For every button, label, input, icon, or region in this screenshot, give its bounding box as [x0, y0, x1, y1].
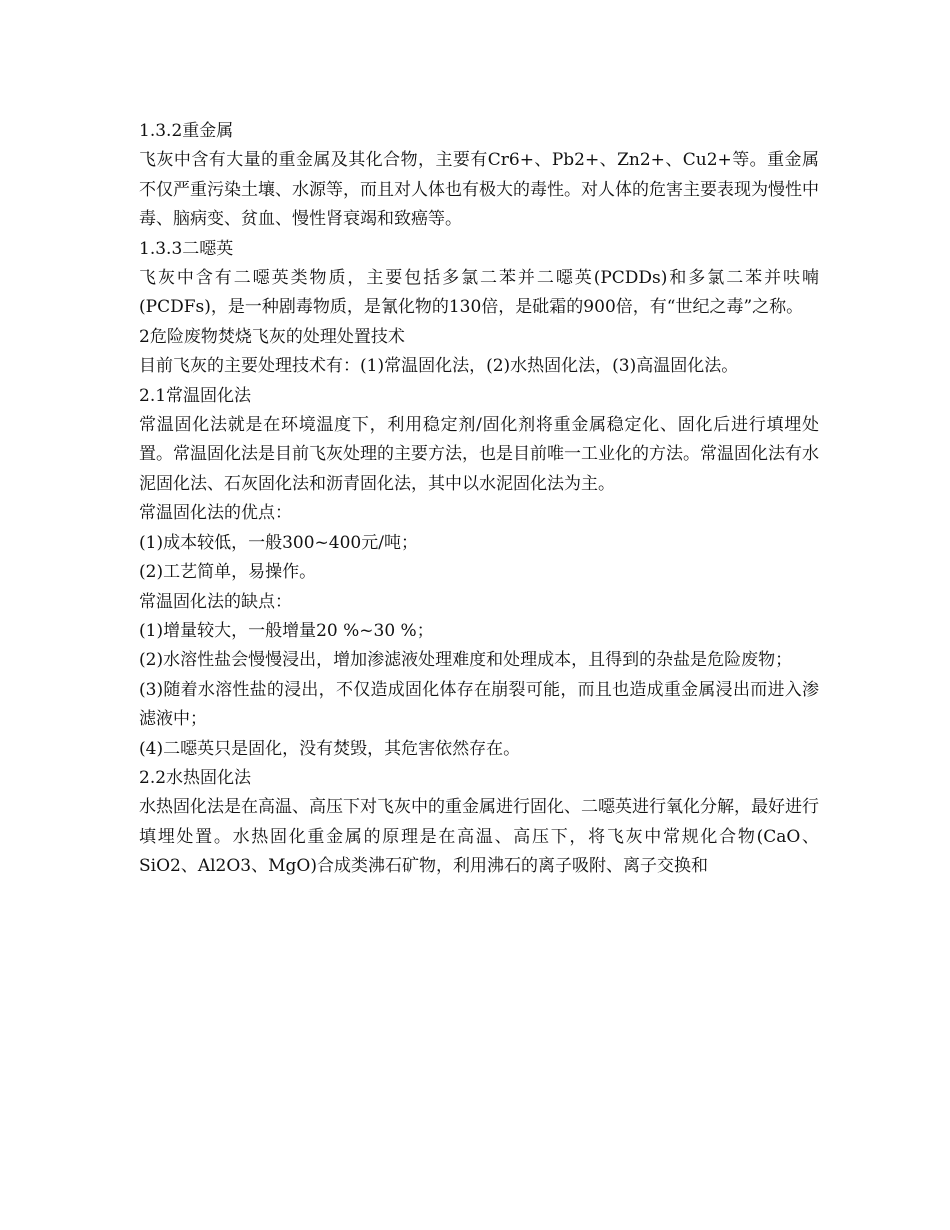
section-heading-2-1: 2.1常温固化法	[139, 385, 252, 406]
advantage-item-2: (2)工艺简单，易操作。	[139, 562, 317, 583]
disadvantage-item-3: (3)随着水溶性盐的浸出，不仅造成固化体存在崩裂可能，而且也造成重金属浸出而进入渗滤液中；	[139, 679, 819, 730]
section-heading-2-2: 2.2水热固化法	[139, 767, 252, 788]
advantage-item-1: (1)成本较低，一般300~400元/吨；	[139, 532, 418, 553]
section-heading-2: 2危险废物焚烧飞灰的处理处置技术	[139, 326, 405, 347]
disadvantage-item-4: (4)二噁英只是固化，没有焚毁，其危害依然存在。	[139, 738, 521, 759]
advantages-heading: 常温固化法的优点：	[139, 503, 292, 524]
paragraph-hydrothermal-method: 水热固化法是在高温、高压下对飞灰中的重金属进行固化、二噁英进行氧化分解，最好进行填埋处置。水热固化重金属的原理是在高温、高压下，将飞灰中常规化合物(CaO、SiO2、Al2O3、MgO)合成类沸石矿物，利用沸石的离子吸附、离子交换和	[139, 797, 819, 877]
paragraph-heavy-metals: 飞灰中含有大量的重金属及其化合物，主要有Cr6+、Pb2+、Zn2+、Cu2+等。重金属不仅严重污染土壤、水源等，而且对人体也有极大的毒性。对人体的危害主要表现为慢性中毒、脑病变、贫血、慢性肾衰竭和致癌等。	[139, 150, 819, 230]
paragraph-dioxins: 飞灰中含有二噁英类物质，主要包括多氯二苯并二噁英(PCDDs)和多氯二苯并呋喃(PCDFs)，是一种剧毒物质，是氰化物的130倍，是砒霜的900倍，有“世纪之毒”之称。	[139, 268, 819, 318]
paragraph-treatment-overview: 目前飞灰的主要处理技术有：(1)常温固化法，(2)水热固化法，(3)高温固化法。	[139, 356, 739, 377]
disadvantages-heading: 常温固化法的缺点：	[139, 591, 292, 612]
document-body	[139, 117, 819, 882]
paragraph-room-temp-method: 常温固化法就是在环境温度下，利用稳定剂/固化剂将重金属稳定化、固化后进行填埋处置。常温固化法是目前飞灰处理的主要方法，也是目前唯一工业化的方法。常温固化法有水泥固化法、石灰固化法和沥青固化法，其中以水泥固化法为主。	[139, 415, 819, 494]
disadvantage-item-1: (1)增量较大，一般增量20 %~30 %；	[139, 620, 434, 641]
section-heading-1-3-3: 1.3.3二噁英	[139, 238, 234, 259]
disadvantage-item-2: (2)水溶性盐会慢慢浸出，增加渗滤液处理难度和处理成本，且得到的杂盐是危险废物；	[139, 650, 793, 671]
section-heading-1-3-2: 1.3.2重金属	[139, 121, 234, 141]
